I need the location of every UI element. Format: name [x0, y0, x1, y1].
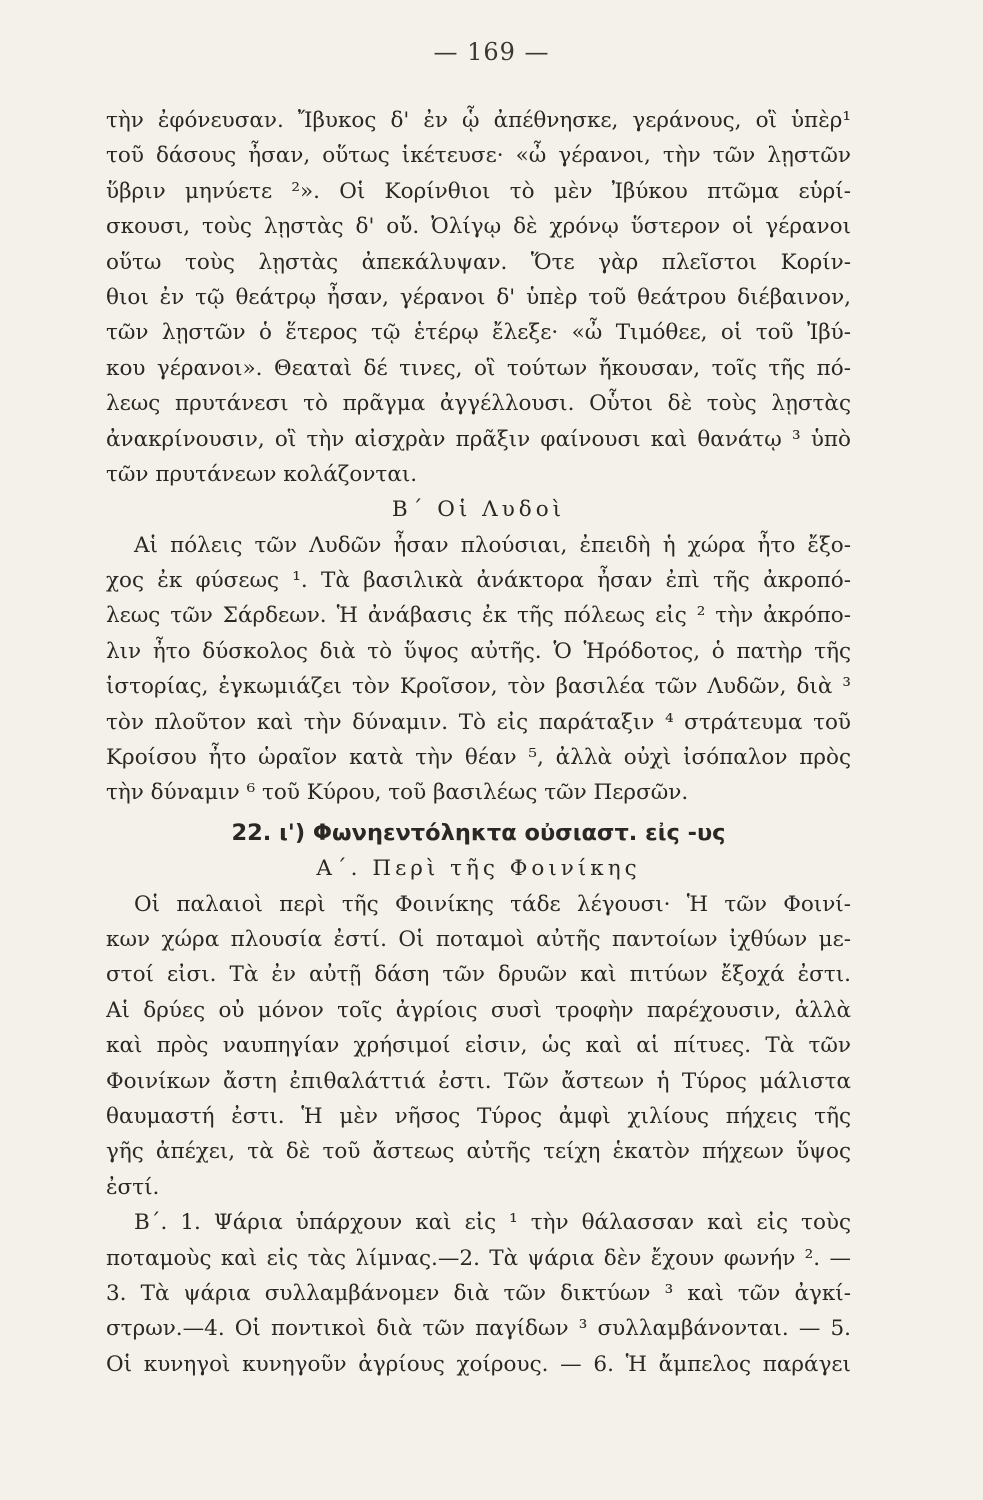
text-line: κου γέρανοι». Θεαταὶ δέ τινες, οἳ τούτων ἤκουσαν, τοῖς τῆς πό-	[106, 355, 851, 381]
text-line: ἐστί.	[106, 1174, 160, 1200]
text-line: οὕτω τοὺς λῃστὰς ἀπεκάλυψαν. Ὅτε γὰρ πλεῖστοι Κορίν-	[106, 249, 851, 275]
page-body	[106, 103, 851, 1382]
text-line: θιοι ἐν τῷ θεάτρῳ ἦσαν, γέρανοι δ' ὑπὲρ τοῦ θεάτρου διέβαινον,	[106, 284, 851, 310]
text-line: στρων.—4. Οἱ ποντικοὶ διὰ τῶν παγίδων ³ συλλαμβάνονται. — 5.	[106, 1316, 851, 1342]
text-line: Β΄. 1. Ψάρια ὑπάρχουν καὶ εἰς ¹ τὴν θάλασσαν καὶ εἰς τοὺς	[134, 1210, 851, 1236]
text-line: ἀνακρίνουσιν, οἳ τὴν αἰσχρὰν πρᾶξιν φαίνουσι καὶ θανάτῳ ³ ὑπὸ	[106, 426, 851, 452]
text-line: ἱστορίας, ἐγκωμιάζει τὸν Κροῖσον, τὸν βασιλέα τῶν Λυδῶν, διὰ ³	[106, 674, 851, 700]
section-title-lydians: Β΄ Οἱ Λυδοὶ	[391, 497, 566, 523]
text-line: λιν ἦτο δύσκολος διὰ τὸ ὕψος αὐτῆς. Ὁ Ἡρόδοτος, ὁ πατὴρ τῆς	[106, 638, 851, 664]
text-line: θαυμαστή ἐστι. Ἡ μὲν νῆσος Τύρος ἀμφὶ χιλίους πήχεις τῆς	[106, 1103, 851, 1129]
text-line: τῶν λῃστῶν ὁ ἕτερος τῷ ἑτέρῳ ἔλεξε· «ὦ Τιμόθεε, οἱ τοῦ Ἰβύ-	[106, 320, 851, 346]
text-line: ποταμοὺς καὶ εἰς τὰς λίμνας.—2. Τὰ ψάρια δὲν ἔχουν φωνήν ². —	[106, 1245, 851, 1271]
text-line: Αἱ δρύες οὐ μόνον τοῖς ἀγρίοις συσὶ τροφὴν παρέχουσιν, ἀλλὰ	[106, 997, 851, 1023]
text-line: στοί εἰσι. Τὰ ἐν αὐτῇ δάση τῶν δρυῶν καὶ πιτύων ἔξοχά ἐστι.	[106, 962, 851, 988]
text-line: τὴν δύναμιν ⁶ τοῦ Κύρου, τοῦ βασιλέως τῶν Περσῶν.	[106, 780, 689, 806]
page-number: — 169 —	[433, 38, 550, 66]
text-line: λεως πρυτάνεσι τὸ πρᾶγμα ἀγγέλλουσι. Οὗτοι δὲ τοὺς λῃστὰς	[106, 391, 851, 417]
text-line: Αἱ πόλεις τῶν Λυδῶν ἦσαν πλούσιαι, ἐπειδὴ ἡ χώρα ἦτο ἔξο-	[134, 532, 851, 558]
section-title-phoenicia: Α΄. Περὶ τῆς Φοινίκης	[316, 856, 641, 882]
text-line: σκουσι, τοὺς λῃστὰς δ' οὔ. Ὀλίγῳ δὲ χρόνῳ ὕστερον οἱ γέρανοι	[106, 214, 851, 240]
text-line: ὕβριν μηνύετε ²». Οἱ Κορίνθιοι τὸ μὲν Ἰβύκου πτῶμα εὑρί-	[106, 178, 851, 204]
text-line: γῆς ἀπέχει, τὰ δὲ τοῦ ἄστεως αὐτῆς τείχη ἑκατὸν πήχεων ὕψος	[106, 1139, 851, 1165]
chapter-heading: 22. ι') Φωνηεντόληκτα οὐσιαστ. εἰς -υς	[231, 819, 726, 846]
text-line: Φοινίκων ἄστη ἐπιθαλάττιά ἐστι. Τῶν ἄστεων ἡ Τύρος μάλιστα	[106, 1068, 851, 1094]
text-line: Οἱ κυνηγοὶ κυνηγοῦν ἀγρίους χοίρους. — 6. Ἡ ἄμπελος παράγει	[106, 1351, 851, 1377]
text-line: Κροίσου ἦτο ὡραῖον κατὰ τὴν θέαν ⁵, ἀλλὰ οὐχὶ ἰσόπαλον πρὸς	[106, 745, 851, 771]
text-line: τὴν ἐφόνευσαν. Ἴβυκος δ' ἐν ᾧ ἀπέθνησκε, γεράνους, οἳ ὑπὲρ¹	[106, 108, 851, 133]
text-line: τῶν πρυτάνεων κολάζονται.	[106, 461, 418, 487]
text-line: τοῦ δάσους ἦσαν, οὕτως ἱκέτευσε· «ὦ γέρανοι, τὴν τῶν λῃστῶν	[106, 143, 851, 169]
text-line: τὸν πλοῦτον καὶ τὴν δύναμιν. Τὸ εἰς παράταξιν ⁴ στράτευμα τοῦ	[106, 709, 851, 735]
text-line: λεως τῶν Σάρδεων. Ἡ ἀνάβασις ἐκ τῆς πόλεως εἰς ² τὴν ἀκρόπο-	[106, 603, 851, 629]
text-line: χος ἐκ φύσεως ¹. Τὰ βασιλικὰ ἀνάκτορα ἦσαν ἐπὶ τῆς ἀκροπό-	[106, 568, 851, 594]
text-line: 3. Τὰ ψάρια συλλαμβάνομεν διὰ τῶν δικτύων ³ καὶ τῶν ἀγκί-	[106, 1280, 851, 1306]
text-line: Οἱ παλαιοὶ περὶ τῆς Φοινίκης τάδε λέγουσι· Ἡ τῶν Φοινί-	[134, 891, 851, 917]
text-line: καὶ πρὸς ναυπηγίαν χρήσιμοί εἰσιν, ὡς καὶ αἱ πίτυες. Τὰ τῶν	[106, 1033, 851, 1059]
text-line: κων χώρα πλουσία ἐστί. Οἱ ποταμοὶ αὐτῆς παντοίων ἰχθύων με-	[106, 926, 851, 952]
